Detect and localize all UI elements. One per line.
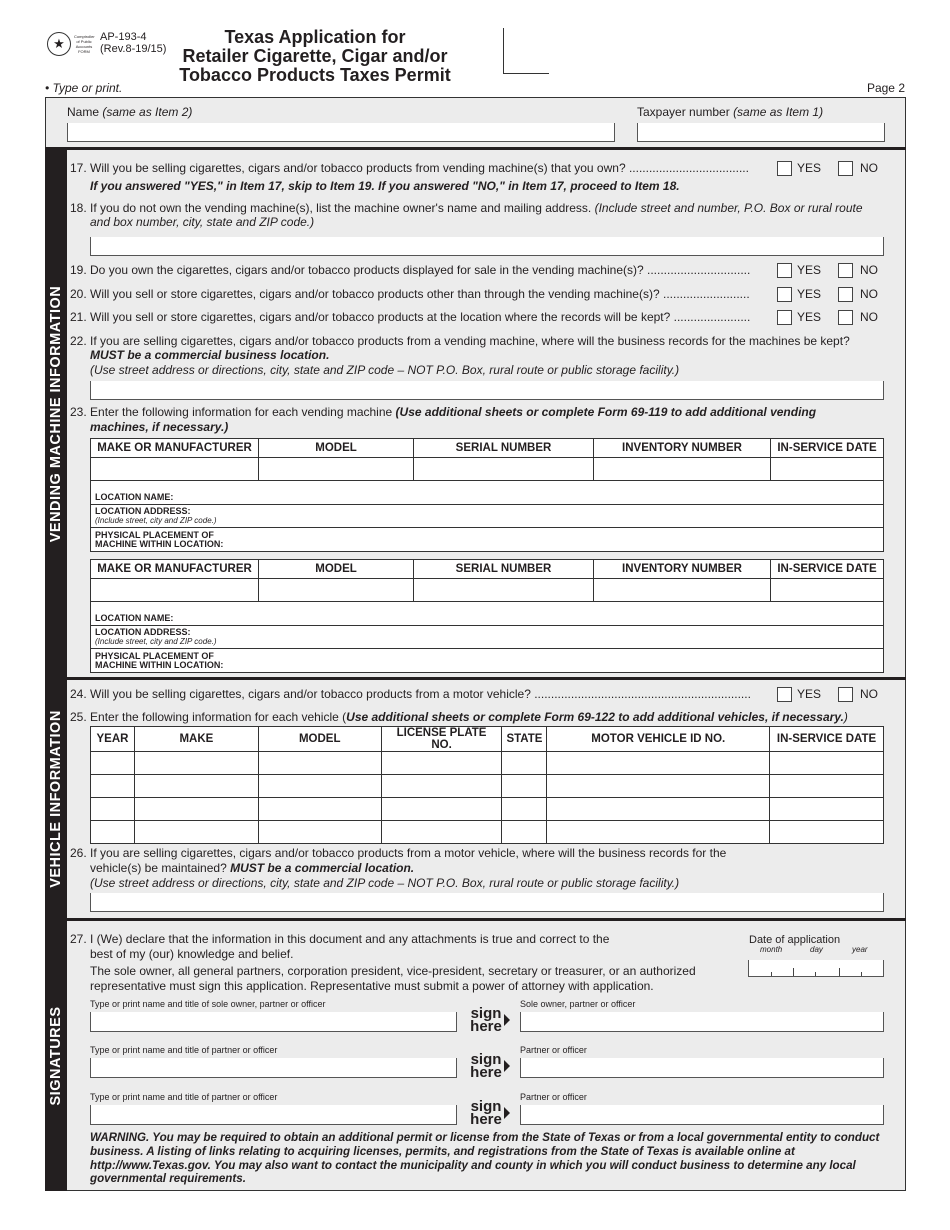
q20-text: 20. Will you sell or store cigarettes, cigars and/or tobacco products other than through the vending machine(s)? .......................... xyxy=(70,287,750,301)
table-cell-input[interactable] xyxy=(547,775,770,798)
q26-records-input[interactable] xyxy=(90,893,884,912)
table-cell-input[interactable] xyxy=(381,775,502,798)
table-cell-input[interactable] xyxy=(134,752,258,775)
q22-text: 22. If you are selling cigarettes, cigars and/or tobacco products from a vending machine, where will the business records for the machines be kept? xyxy=(70,334,850,348)
table-cell-input[interactable] xyxy=(502,798,547,821)
table-cell-input[interactable] xyxy=(134,775,258,798)
table-cell-input[interactable] xyxy=(770,752,884,775)
form-title: Texas Application for Retailer Cigarette, Cigar and/or Tobacco Products Taxes Permit xyxy=(179,27,451,85)
table-cell-input[interactable] xyxy=(771,458,884,481)
signature-label: Sole owner, partner or officer xyxy=(520,999,636,1009)
column-header: STATE xyxy=(502,727,547,752)
sign-here-marker xyxy=(468,1100,504,1126)
table-cell-input[interactable] xyxy=(770,775,884,798)
printed-name-input[interactable] xyxy=(90,1105,457,1125)
type-or-print-note: • Type or print. xyxy=(45,81,123,95)
table-cell-input[interactable] xyxy=(381,752,502,775)
location-cell[interactable] xyxy=(91,504,884,528)
taxpayer-number-input[interactable] xyxy=(637,123,885,142)
table-cell-input[interactable] xyxy=(770,821,884,844)
table-cell-input[interactable] xyxy=(91,775,135,798)
table-cell-input[interactable] xyxy=(258,752,381,775)
q17-no-checkbox[interactable] xyxy=(838,161,853,176)
q26-text-3: (Use street address or directions, city, state and ZIP code – NOT P.O. Box, rural route or public storage facility.) xyxy=(90,876,680,890)
table-row xyxy=(91,752,884,775)
table-cell-input[interactable] xyxy=(381,821,502,844)
table-cell-input[interactable] xyxy=(134,798,258,821)
table-cell-input[interactable] xyxy=(134,821,258,844)
arrow-right-icon xyxy=(504,1060,510,1072)
q17-text: 17. Will you be selling cigarettes, cigars and/or tobacco products from vending machine(s) that you own? .................................... xyxy=(70,161,749,175)
q27-text: 27. I (We) declare that the information in this document and any attachments is true and correct to the xyxy=(70,932,610,946)
location-label: PHYSICAL PLACEMENT OF xyxy=(95,529,214,540)
column-header: INVENTORY NUMBER xyxy=(594,439,771,458)
date-day-label: day xyxy=(810,945,823,954)
q24-text: 24. Will you be selling cigarettes, cigars and/or tobacco products from a motor vehicle? ................................................................. xyxy=(70,687,751,701)
table-row xyxy=(91,458,884,481)
q19-no-checkbox[interactable] xyxy=(838,263,853,278)
table-cell-input[interactable] xyxy=(502,775,547,798)
table-cell-input[interactable] xyxy=(771,579,884,602)
signature-input[interactable] xyxy=(520,1058,884,1078)
column-header: IN-SERVICE DATE xyxy=(771,560,884,579)
location-row[interactable] xyxy=(91,504,884,528)
signature-input[interactable] xyxy=(520,1105,884,1125)
vending-machine-table xyxy=(90,559,884,673)
table-cell-input[interactable] xyxy=(547,798,770,821)
section-vehicle-label: VEHICLE INFORMATION xyxy=(45,680,67,918)
table-header-row xyxy=(91,439,884,458)
table-header-row xyxy=(91,727,884,752)
q18-text: 18. If you do not own the vending machine(s), list the machine owner's name and mailing address. (Include street and number, P.O. Box or rural route xyxy=(70,201,863,215)
location-label: (Include street, city and ZIP code.) xyxy=(95,637,217,646)
warning-text: WARNING. You may be required to obtain an additional permit or license from the State of Texas or from a local governmental entity to conduct business. A listing of links relating to acquiring licenses, permits, and registrations from the State of Texas is available online at http://www.Texas.gov. You may also want to contact the municipality and county in which you will conduct business to determine any local governmental requirements. xyxy=(90,1131,880,1186)
table-cell-input[interactable] xyxy=(91,821,135,844)
sign-text: sign xyxy=(470,1005,502,1022)
here-text: here xyxy=(470,1064,502,1081)
page-number: Page 2 xyxy=(866,81,905,95)
date-of-application-input[interactable] xyxy=(748,960,884,977)
agency-name: Comptroller of Public Accounts FORM xyxy=(74,34,95,54)
table-cell-input[interactable] xyxy=(91,798,135,821)
q27-text-4: representative must sign this application. Representative must submit a power of attorney with application. xyxy=(90,979,654,993)
q24-yes-label: YES xyxy=(797,687,822,701)
column-header: LICENSE PLATE NO. xyxy=(381,727,502,752)
printed-name-label: Type or print name and title of partner or officer xyxy=(90,1092,278,1102)
q27-text-3: The sole owner, all general partners, corporation president, vice-president, secretary or treasurer, or an authorized xyxy=(90,964,696,978)
table-cell-input[interactable] xyxy=(258,821,381,844)
location-row[interactable] xyxy=(91,649,884,673)
column-header: MAKE OR MANUFACTURER xyxy=(91,560,259,579)
q21-no-checkbox[interactable] xyxy=(838,310,853,325)
column-header: SERIAL NUMBER xyxy=(414,560,594,579)
comptroller-seal-logo: ★ xyxy=(47,32,71,56)
table-cell-input[interactable] xyxy=(91,458,259,481)
q24-yes-checkbox[interactable] xyxy=(777,687,792,702)
q18-owner-input[interactable] xyxy=(90,237,884,256)
table-row xyxy=(91,798,884,821)
arrow-right-icon xyxy=(504,1107,510,1119)
vending-machine-table xyxy=(90,438,884,552)
location-row[interactable] xyxy=(91,481,884,505)
signature-label: Partner or officer xyxy=(520,1092,587,1102)
taxpayer-label: Taxpayer number (same as Item 1) xyxy=(637,105,824,119)
section-vending-label: VENDING MACHINE INFORMATION xyxy=(45,150,67,677)
divider xyxy=(45,147,906,150)
q19-text: 19. Do you own the cigarettes, cigars and/or tobacco products displayed for sale in the vending machine(s)? ............................... xyxy=(70,263,751,277)
table-cell-input[interactable] xyxy=(547,752,770,775)
location-cell[interactable] xyxy=(91,649,884,673)
sign-text: sign xyxy=(470,1051,502,1068)
date-year-label: year xyxy=(852,945,868,954)
column-header: MAKE OR MANUFACTURER xyxy=(91,439,259,458)
sign-text: sign xyxy=(470,1098,502,1115)
column-header: MODEL xyxy=(258,727,381,752)
location-cell[interactable] xyxy=(91,625,884,649)
q17-yes-label: YES xyxy=(797,161,822,175)
date-label: Date of application xyxy=(749,934,841,946)
table-cell-input[interactable] xyxy=(502,821,547,844)
q23-text: 23. Enter the following information for each vending machine (Use additional sheets or complete Form 69-119 to add additional vending xyxy=(70,405,817,419)
divider xyxy=(45,677,906,680)
location-label: LOCATION ADDRESS: xyxy=(95,627,191,637)
section-signatures-label: SIGNATURES xyxy=(45,921,67,1191)
q20-no-checkbox[interactable] xyxy=(838,287,853,302)
sign-here-marker xyxy=(468,1007,504,1033)
location-label: (Include street, city and ZIP code.) xyxy=(95,516,217,525)
location-cell[interactable] xyxy=(91,528,884,552)
location-label: MACHINE WITHIN LOCATION: xyxy=(95,538,224,549)
location-label: MACHINE WITHIN LOCATION: xyxy=(95,659,224,670)
signature-label: Partner or officer xyxy=(520,1045,587,1055)
q21-no-label: NO xyxy=(860,310,878,324)
table-cell-input[interactable] xyxy=(770,798,884,821)
q20-yes-label: YES xyxy=(797,287,822,301)
corner-mark xyxy=(503,28,549,74)
q21-text: 21. Will you sell or store cigarettes, cigars and/or tobacco products at the location where the records will be kept? ....................... xyxy=(70,310,751,324)
q26-text-2: vehicle(s) be maintained? MUST be a commercial location. xyxy=(90,861,415,875)
q19-yes-label: YES xyxy=(797,263,822,277)
table-cell-input[interactable] xyxy=(414,458,594,481)
column-header: MODEL xyxy=(259,439,414,458)
column-header: MOTOR VEHICLE ID NO. xyxy=(547,727,770,752)
column-header: IN-SERVICE DATE xyxy=(770,727,884,752)
location-label: LOCATION NAME: xyxy=(95,491,174,502)
sign-here-marker xyxy=(468,1053,504,1079)
date-month-label: month xyxy=(760,945,783,954)
table-cell-input[interactable] xyxy=(258,798,381,821)
table-cell-input[interactable] xyxy=(91,752,135,775)
printed-name-input[interactable] xyxy=(90,1058,457,1078)
table-cell-input[interactable] xyxy=(594,458,771,481)
q21-yes-label: YES xyxy=(797,310,822,324)
q17-no-label: NO xyxy=(860,161,878,175)
vehicle-table xyxy=(90,726,884,844)
table-cell-input[interactable] xyxy=(594,579,771,602)
column-header: MODEL xyxy=(259,560,414,579)
table-row xyxy=(91,775,884,798)
printed-name-label: Type or print name and title of sole owner, partner or officer xyxy=(90,999,326,1009)
location-label: LOCATION ADDRESS: xyxy=(95,506,191,516)
q23-text-2: machines, if necessary.) xyxy=(90,420,229,434)
table-row xyxy=(91,821,884,844)
column-header: INVENTORY NUMBER xyxy=(594,560,771,579)
signature-input[interactable] xyxy=(520,1012,884,1032)
divider xyxy=(45,918,906,921)
q22-text-3: (Use street address or directions, city, state and ZIP code – NOT P.O. Box, rural route or public storage facility.) xyxy=(90,363,680,377)
name-input[interactable] xyxy=(67,123,615,142)
table-cell-input[interactable] xyxy=(502,752,547,775)
location-row[interactable] xyxy=(91,528,884,552)
column-header: YEAR xyxy=(91,727,135,752)
column-header: IN-SERVICE DATE xyxy=(771,439,884,458)
name-label: Name (same as Item 2) xyxy=(67,105,193,119)
q26-text: 26. If you are selling cigarettes, cigars and/or tobacco products from a motor vehicle, where will the business records for the xyxy=(70,846,727,860)
printed-name-label: Type or print name and title of partner or officer xyxy=(90,1045,278,1055)
q25-text: 25. Enter the following information for each vehicle (Use additional sheets or complete Form 69-122 to add additional vehicles, if necessary.) xyxy=(70,710,848,724)
here-text: here xyxy=(470,1018,502,1035)
q27-text-2: best of my (our) knowledge and belief. xyxy=(90,947,294,961)
table-cell-input[interactable] xyxy=(91,579,259,602)
location-label: PHYSICAL PLACEMENT OF xyxy=(95,650,214,661)
q24-no-checkbox[interactable] xyxy=(838,687,853,702)
table-cell-input[interactable] xyxy=(259,579,414,602)
q19-no-label: NO xyxy=(860,263,878,277)
table-cell-input[interactable] xyxy=(258,775,381,798)
table-cell-input[interactable] xyxy=(259,458,414,481)
q24-no-label: NO xyxy=(860,687,878,701)
location-label: LOCATION NAME: xyxy=(95,612,174,623)
column-header: SERIAL NUMBER xyxy=(414,439,594,458)
q18-text-2: and box number, city, state and ZIP code.) xyxy=(90,215,315,229)
q17-yes-checkbox[interactable] xyxy=(777,161,792,176)
q22-records-input[interactable] xyxy=(90,381,884,400)
location-cell[interactable] xyxy=(91,481,884,505)
q17-note: If you answered "YES," in Item 17, skip to Item 19. If you answered "NO," in Item 17, proceed to Item 18. xyxy=(90,179,680,193)
printed-name-input[interactable] xyxy=(90,1012,457,1032)
location-row[interactable] xyxy=(91,602,884,626)
table-cell-input[interactable] xyxy=(547,821,770,844)
here-text: here xyxy=(470,1111,502,1128)
table-cell-input[interactable] xyxy=(414,579,594,602)
location-row[interactable] xyxy=(91,625,884,649)
arrow-right-icon xyxy=(504,1014,510,1026)
q20-no-label: NO xyxy=(860,287,878,301)
form-number: AP-193-4 (Rev.8-19/15) xyxy=(100,31,167,55)
q20-yes-checkbox[interactable] xyxy=(777,287,792,302)
table-row xyxy=(91,579,884,602)
q19-yes-checkbox[interactable] xyxy=(777,263,792,278)
q22-text-2: MUST be a commercial business location. xyxy=(90,348,330,362)
table-cell-input[interactable] xyxy=(381,798,502,821)
location-cell[interactable] xyxy=(91,602,884,626)
q21-yes-checkbox[interactable] xyxy=(777,310,792,325)
column-header: MAKE xyxy=(134,727,258,752)
table-header-row xyxy=(91,560,884,579)
